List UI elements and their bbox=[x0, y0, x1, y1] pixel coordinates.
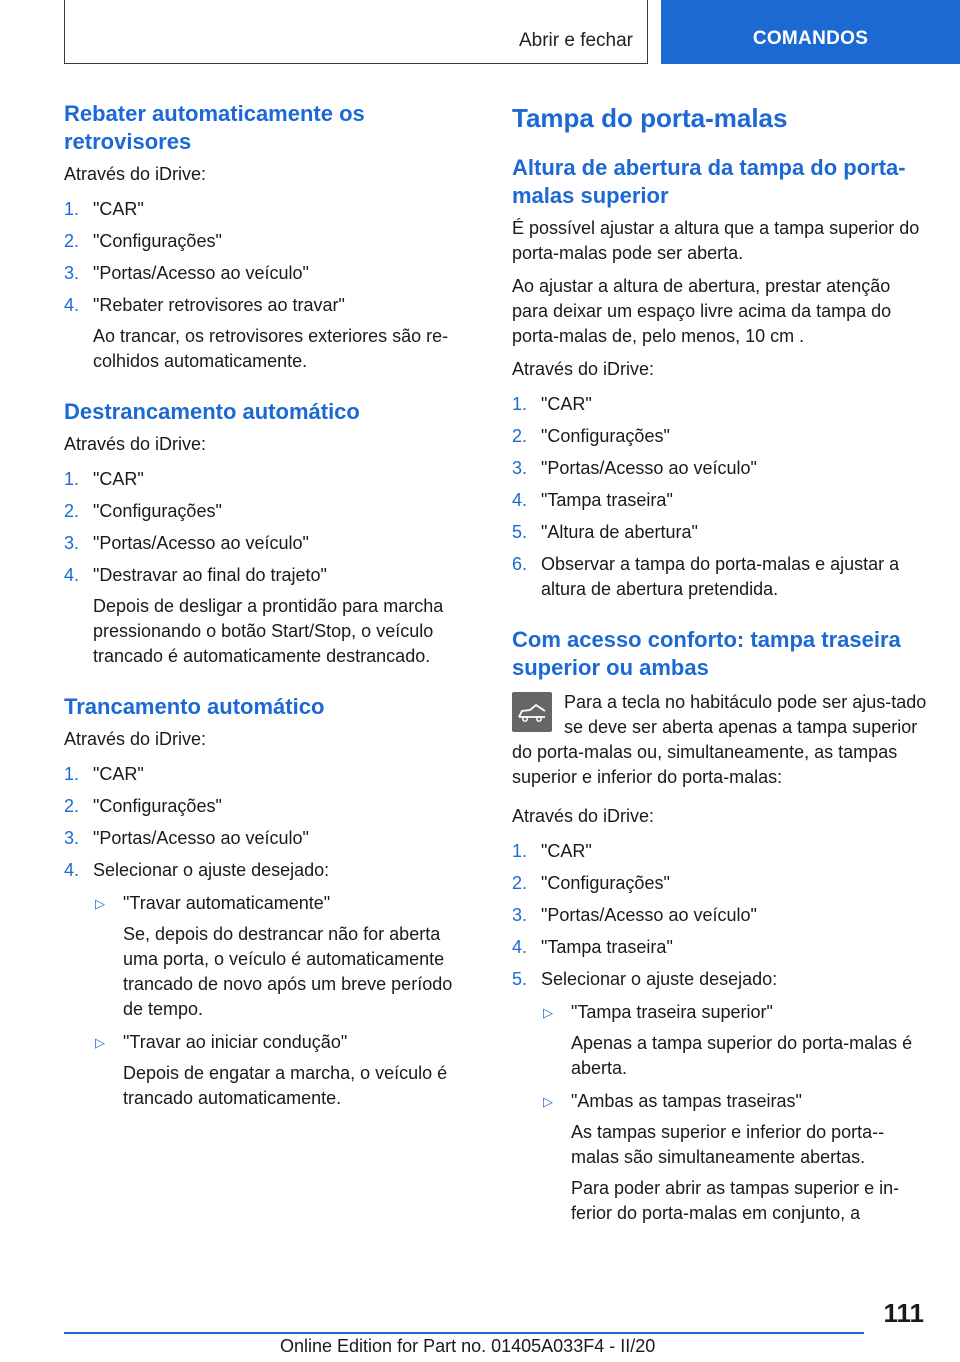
list-item: 2. "Configurações" bbox=[512, 426, 670, 446]
list-item: 1. "CAR" bbox=[64, 764, 144, 784]
chapter-tab: COMANDOS bbox=[661, 0, 960, 64]
intro-text: Através do iDrive: bbox=[64, 164, 207, 184]
list-item: 1. "CAR" bbox=[512, 841, 592, 861]
page-header bbox=[0, 0, 960, 66]
list-item: 1. "CAR" bbox=[64, 199, 144, 219]
list-item: 4. Selecionar o ajuste desejado: ▷ "Travar automaticamente" Se, depois do destrancar não for aberta uma porta, o veículo é automaticamente trancado de novo após um breve período de tempo. ▷ "Travar ao iniciar condução" Depois de engatar a marcha, o veículo é trancado automaticamente. bbox=[64, 858, 474, 1111]
sub-options-list bbox=[541, 1000, 930, 1226]
list-item: 3. "Portas/Acesso ao veículo" bbox=[512, 905, 757, 925]
page-number: 111 bbox=[883, 1298, 924, 1328]
steps-list bbox=[512, 392, 930, 602]
section-auto-lock bbox=[64, 693, 474, 1111]
heading-fold-mirrors: Rebater automaticamente os retrovisores bbox=[64, 101, 365, 154]
right-column bbox=[512, 100, 930, 1250]
heading-trunk-lid: Tampa do porta-malas bbox=[512, 103, 788, 133]
section-title: Abrir e fechar bbox=[518, 30, 633, 51]
step-note: Ao trancar, os retrovisores exteriores são re‐colhidos automaticamente. bbox=[93, 326, 449, 371]
list-item: 6. Observar a tampa do porta-malas e ajustar a altura de abertura pretendida. bbox=[512, 554, 900, 599]
intro-text: Através do iDrive: bbox=[64, 729, 207, 749]
icon-paragraph-text: Para a tecla no habitáculo pode ser ajus‐tado se deve ser aberta apenas a tampa superior do porta-malas ou, simultaneamente, as tampas superior e inferior do porta-malas: bbox=[512, 692, 927, 787]
steps-list bbox=[64, 467, 474, 669]
list-item: 1. "CAR" bbox=[64, 469, 144, 489]
list-item: 5. "Altura de abertura" bbox=[512, 522, 698, 542]
steps-list bbox=[512, 839, 930, 1226]
heading-opening-height: Altura de abertura da tampa do porta-malas superior bbox=[512, 155, 906, 208]
triangle-bullet-icon: ▷ bbox=[543, 1005, 553, 1020]
section-comfort-access bbox=[512, 626, 930, 1226]
heading-auto-unlock: Destrancamento automático bbox=[64, 399, 360, 424]
list-item: 3. "Portas/Acesso ao veículo" bbox=[512, 458, 757, 478]
car-trunk-icon bbox=[512, 692, 552, 732]
steps-list bbox=[64, 762, 474, 1111]
triangle-bullet-icon: ▷ bbox=[95, 896, 105, 911]
triangle-bullet-icon: ▷ bbox=[95, 1035, 105, 1050]
list-item: 5. Selecionar o ajuste desejado: ▷ "Tampa traseira superior" Apenas a tampa superior do porta-malas é aberta. ▷ "Ambas as tampas traseiras" As tampas superior e inferior do porta‐-malas são simultaneamente abertas. Para poder abrir as tampas superior e in‐ferior do porta-malas em conjunto, a bbox=[512, 967, 930, 1226]
list-item: 4. "Tampa traseira" bbox=[512, 937, 673, 957]
list-item: 2. "Configurações" bbox=[512, 873, 670, 893]
section-header-box bbox=[64, 0, 648, 64]
list-item: 3. "Portas/Acesso ao veículo" bbox=[64, 263, 309, 283]
sub-options-list bbox=[93, 891, 474, 1111]
list-item: 4. "Destravar ao final do trajeto" Depois de desligar a prontidão para marcha pressionando o botão Start/Stop, o veículo trancado é automaticamente destrancado. bbox=[64, 563, 474, 669]
paragraph: É possível ajustar a altura que a tampa superior do porta-malas pode ser aberta. bbox=[512, 218, 920, 263]
sub-option: ▷ "Tampa traseira superior" Apenas a tampa superior do porta-malas é aberta. bbox=[541, 1000, 930, 1081]
list-item: 3. "Portas/Acesso ao veículo" bbox=[64, 533, 309, 553]
option-note: Para poder abrir as tampas superior e in‐ferior do porta-malas em conjunto, a bbox=[571, 1178, 900, 1223]
option-note: Depois de engatar a marcha, o veículo é trancado automaticamente. bbox=[123, 1063, 448, 1108]
intro-text: Através do iDrive: bbox=[512, 359, 655, 379]
sub-option: ▷ "Ambas as tampas traseiras" As tampas superior e inferior do porta‐-malas são simultaneamente abertas. Para poder abrir as tampas superior e in‐ferior do porta-malas em conjunto, a bbox=[541, 1089, 930, 1226]
left-column bbox=[64, 100, 474, 1135]
sub-option: ▷ "Travar automaticamente" Se, depois do destrancar não for aberta uma porta, o veículo é automaticamente trancado de novo após um breve período de tempo. bbox=[93, 891, 474, 1022]
intro-text: Através do iDrive: bbox=[64, 434, 207, 454]
paragraph: Ao ajustar a altura de abertura, prestar atenção para deixar um espaço livre acima da tampa do porta-malas de, pelo menos, 10 cm . bbox=[512, 276, 892, 346]
option-note: Apenas a tampa superior do porta-malas é aberta. bbox=[571, 1033, 913, 1078]
intro-text: Através do iDrive: bbox=[512, 806, 655, 826]
list-item: 4. "Rebater retrovisores ao travar" Ao trancar, os retrovisores exteriores são re‐colhidos automaticamente. bbox=[64, 293, 474, 374]
steps-list bbox=[64, 197, 474, 374]
heading-comfort-access: Com acesso conforto: tampa traseira superior ou ambas bbox=[512, 627, 901, 680]
section-auto-unlock bbox=[64, 398, 474, 669]
sub-option: ▷ "Travar ao iniciar condução" Depois de engatar a marcha, o veículo é trancado automaticamente. bbox=[93, 1030, 474, 1111]
icon-paragraph bbox=[512, 690, 930, 790]
footer-rule bbox=[64, 1332, 864, 1334]
section-opening-height bbox=[512, 154, 930, 602]
list-item: 1. "CAR" bbox=[512, 394, 592, 414]
list-item: 3. "Portas/Acesso ao veículo" bbox=[64, 828, 309, 848]
heading-auto-lock: Trancamento automático bbox=[64, 694, 325, 719]
list-item: 2. "Configurações" bbox=[64, 796, 222, 816]
option-note: Se, depois do destrancar não for aberta uma porta, o veículo é automaticamente trancado de novo após um breve período de tempo. bbox=[123, 924, 453, 1019]
edition-text: Online Edition for Part no. 01405A033F4 - II/20 bbox=[280, 1336, 656, 1356]
list-item: 2. "Configurações" bbox=[64, 231, 222, 251]
list-item: 2. "Configurações" bbox=[64, 501, 222, 521]
step-note: Depois de desligar a prontidão para marcha pressionando o botão Start/Stop, o veículo trancado é automaticamente destrancado. bbox=[93, 596, 444, 666]
option-note: As tampas superior e inferior do porta‐-malas são simultaneamente abertas. bbox=[571, 1122, 885, 1167]
section-fold-mirrors bbox=[64, 100, 474, 374]
list-item: 4. "Tampa traseira" bbox=[512, 490, 673, 510]
triangle-bullet-icon: ▷ bbox=[543, 1094, 553, 1109]
